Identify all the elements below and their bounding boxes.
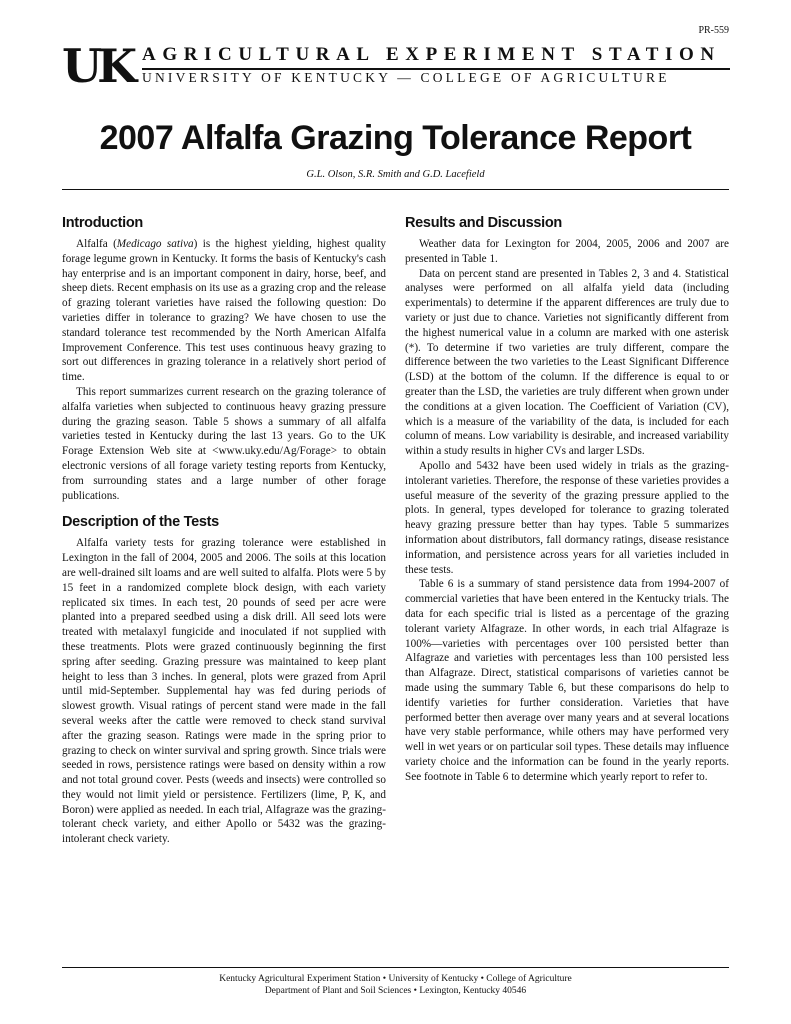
- introduction-paragraph-1: Alfalfa (Medicago sativa) is the highest yielding, highest quality forage legume grown in Kentucky. It forms the basis of Kentucky's cash hay enterprise and is an important component in dairy, horse, beef, and sheep diets. Recent emphasis on its use as a grazing crop and the release of grazing tolerant varieties have raised the following question: Do varieties differ in tolerance to grazing? We have chosen to use the standard tolerance test recommended by the North American Alfalfa Improvement Conference. This test uses continuous heavy grazing to sort out differences in grazing tolerance in a relatively short period of time.: [62, 238, 386, 384]
- results-paragraph-4: Table 6 is a summary of stand persistence data from 1994-2007 of commercial varieties that have been entered in the Kentucky trials. The data for each specific trial is listed as a percentage of the grazing tolerant variety Alfagraze. In other words, in each trial Alfagraze is 100%—varieties with percentages over 100 persisted better than Alfagraze and varieties with percentages less than 100 persisted less than Alfagraze. Direct, statistical comparisons of varieties cannot be made using the summary Table 6, but these comparisons do help to identify varieties for further consideration. Varieties that have performed better then average over many years and at several locations have very stable performance, while others may have performed very well in wet years or on particular soil types. These details may influence variety choice and the information can be found in the yearly reports. See footnote in Table 6 to determine which yearly report to refer to.: [405, 578, 729, 783]
- university-name: UNIVERSITY OF KENTUCKY — COLLEGE OF AGRICULTURE: [142, 70, 670, 85]
- species-name: Medicago sativa: [116, 238, 194, 250]
- description-heading: Description of the Tests: [62, 514, 219, 531]
- results-paragraph-1: Weather data for Lexington for 2004, 2005, 2006 and 2007 are presented in Table 1.: [405, 238, 729, 265]
- authors: G.L. Olson, S.R. Smith and G.D. Lacefield: [306, 169, 485, 180]
- title-rule: [62, 189, 729, 190]
- results-paragraph-3: Apollo and 5432 have been used widely in trials as the grazing-intolerant varieties. Therefore, the response of these varieties provides a useful measure of the severity of the grazing pressure applied to the plots. In general, types developed for tolerance to grazing tolerated heavy grazing pressure better than hay types. Table 5 summarizes information about distributors, fall dormancy ratings, disease resistance information, and persistence across years for all varieties included in these tests.: [405, 459, 729, 576]
- footer: [0, 973, 791, 997]
- uk-logo: [62, 39, 133, 93]
- footer-line-2: Department of Plant and Soil Sciences • Lexington, Kentucky 40546: [264, 986, 527, 996]
- right-column: [405, 214, 729, 784]
- publication-number: PR-559: [698, 25, 729, 36]
- station-name: AGRICULTURAL EXPERIMENT STATION: [142, 44, 721, 65]
- uk-logo-text: UK: [62, 39, 133, 93]
- footer-line-1: Kentucky Agricultural Experiment Station • University of Kentucky • College of Agriculture: [219, 974, 572, 984]
- masthead: [62, 39, 730, 93]
- left-column: [62, 214, 386, 847]
- description-paragraph-1: Alfalfa variety tests for grazing tolerance were established in Lexington in the fall of 2004, 2005 and 2006. The soils at this location are well-drained silt loams and are well suited to alfalfa. Plots were 5 by 15 feet in a randomized complete block design, with each variety replicated six times. In each test, 20 pounds of seed per acre were planted into a prepared seedbed using a disk drill. All seed lots were treated with metalaxyl fungicide and inoculated if not supplied with these treatments. Plots were grazed continuously beginning the first spring after seeding. Grazing pressure was maintained to keep plant height to less than 3 inches. In general, plots were grazed from April until mid-September. Supplemental hay was fed during periods of slowest growth. Visual ratings of percent stand were made in the fall several weeks after the cattle were removed to check stand survival after the grazing season. Ratings were made in the spring prior to grazing to check on winter survival and spring growth. Since trials were seeded in rows, persistence ratings were based on density within a row and not total ground cover. Pests (weeds and insects) were controlled so they would not limit yield or persistence. Fertilizers (lime, P, K, and Boron) were applied as needed. In each trial, Alfagraze was the grazing-tolerant check variety, and either Apollo or 5432 was the grazing-intolerant check variety.: [62, 537, 386, 846]
- report-title: 2007 Alfalfa Grazing Tolerance Report: [99, 119, 692, 157]
- footer-rule: [62, 967, 729, 968]
- introduction-paragraph-2: This report summarizes current research on the grazing tolerance of alfalfa varieties when subjected to continuous heavy grazing pressure during the grazing season. Table 5 shows a summary of all alfalfa varieties tested in Kentucky during the last 13 years. Go to the UK Forage Extension Web site at <www.uky.edu/Ag/Forage> to obtain electronic versions of all forage variety testing reports from Kentucky, from surrounding states and a large number of other forage publications.: [62, 385, 386, 502]
- results-paragraph-2: Data on percent stand are presented in Tables 2, 3 and 4. Statistical analyses were performed on all alfalfa yield data (including experimentals) to determine if the apparent differences are truly due to variety or just due to chance. Varieties not significantly different from the highest numerical value in a column are marked with one asterisk (*). To determine if two varieties are truly different, compare the difference between the two varieties to the Least Significant Difference (LSD) at the bottom of the column. If the difference is equal to or greater than the LSD, the varieties are truly different when grown under the conditions at a given location. The Coefficient of Variation (CV), which is a measure of the variability of the data, is included for each column of means. Low variability is desirable, and increased variability within a study results in higher CVs and larger LSDs.: [405, 267, 729, 458]
- introduction-heading: Introduction: [62, 215, 143, 231]
- results-heading: Results and Discussion: [405, 215, 562, 231]
